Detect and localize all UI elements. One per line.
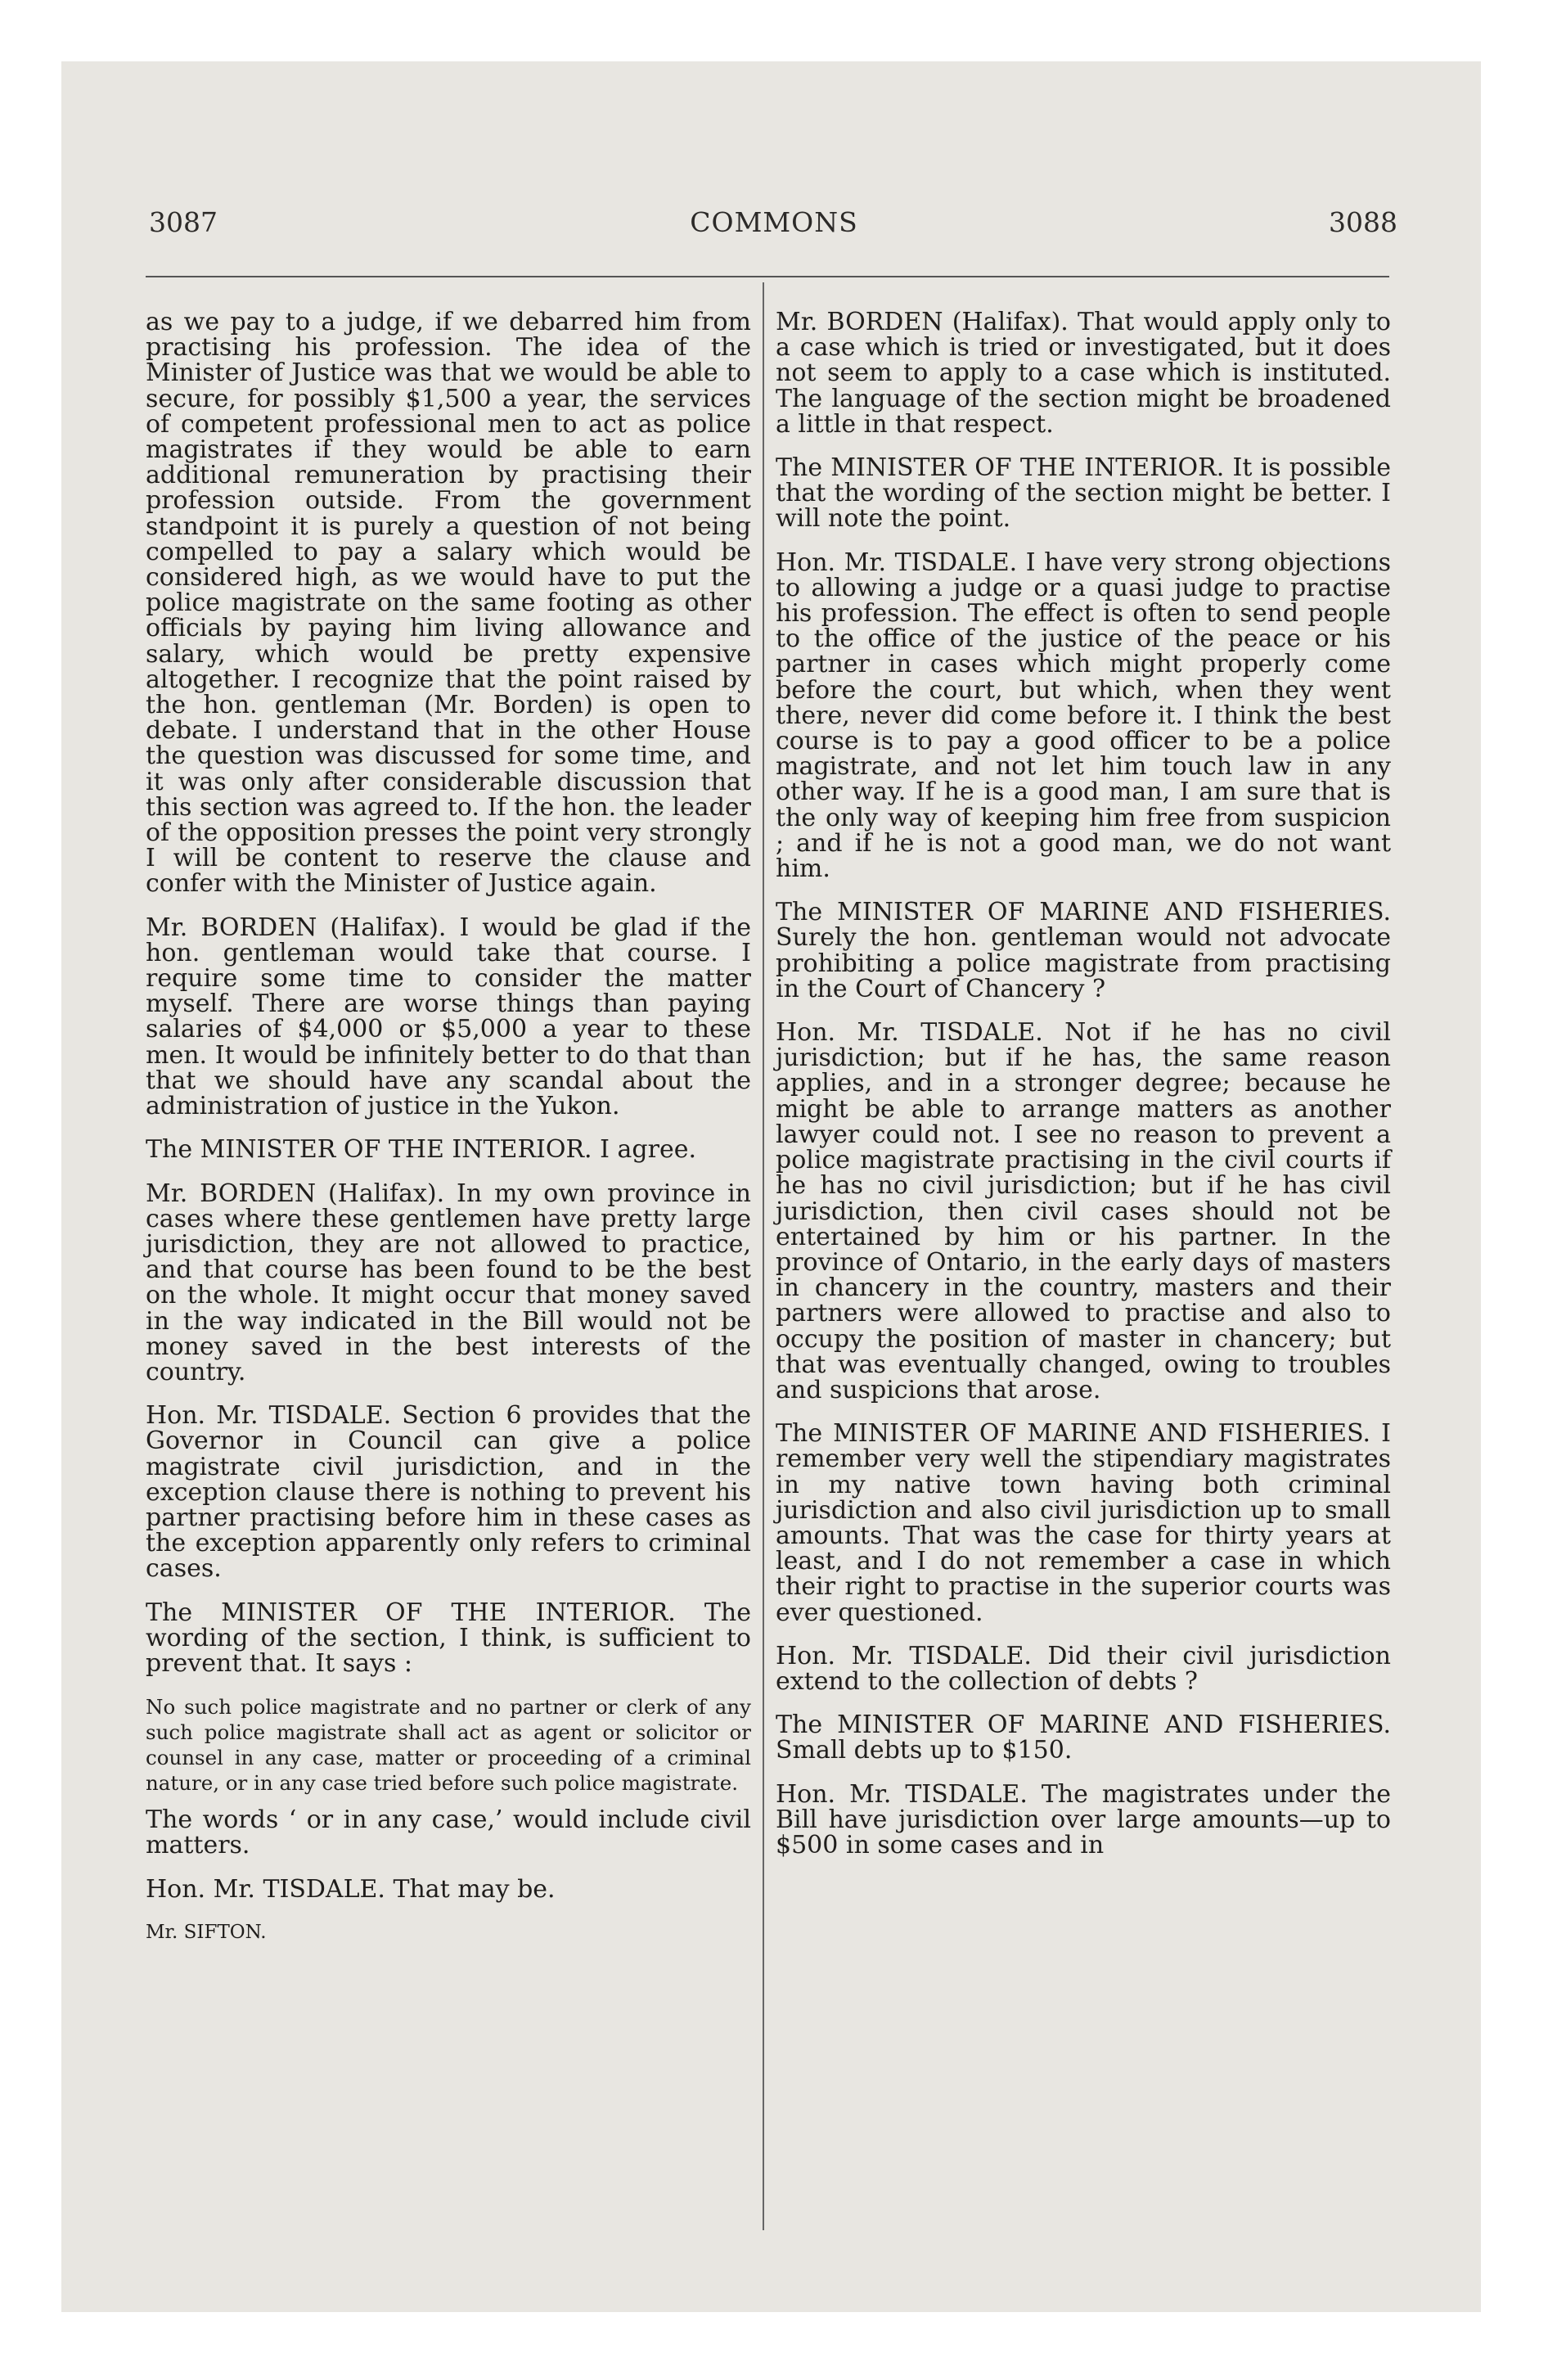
paragraph: The MINISTER OF THE INTERIOR. It is possible that the wording of the section might be better. I will note the point. bbox=[776, 453, 1391, 534]
left-column bbox=[146, 309, 751, 1963]
paragraph: The MINISTER OF THE INTERIOR. I agree. bbox=[146, 1135, 696, 1165]
paragraph: as we pay to a judge, if we debarred him from practising his profession. The idea of the Minister of Justice was that we would be able to secure, for possibly $1,500 a year, the services of competent professional men to act as police magistrates if they would be able to earn additional remuneration by practising their profession outside. From the government standpoint it is purely a question of not being compelled to pay a salary which would be considered high, as we would have to put the police magistrate on the same footing as other officials by paying him living allowance and salary, which would be pretty expensive altogether. I recognize that the point raised by the hon. gentleman (Mr. Borden) is open to debate. I understand that in the other House the question was discussed for some time, and it was only after considerable discussion that this section was agreed to. If the hon. the leader of the opposition presses the point very strongly I will be content to reserve the clause and confer with the Minister of Justice again. bbox=[146, 308, 751, 899]
page-header bbox=[0, 206, 1548, 239]
paragraph: The words ‘ or in any case,’ would include civil matters. bbox=[146, 1805, 751, 1860]
paragraph: Mr. BORDEN (Halifax). In my own province in cases where these gentlemen have pretty large jurisdiction, they are not allowed to practice, and that course has been found to be the best on the whole. It might occur that money saved in the way indicated in the Bill would not be money saved in the best interests of the country. bbox=[146, 1179, 751, 1386]
paragraph: Hon. Mr. TISDALE. Section 6 provides that the Governor in Council can give a police magistrate civil jurisdiction, and in the exception clause there is nothing to prevent his partner practising before him in these cases as the exception apparently only refers to criminal cases. bbox=[146, 1401, 751, 1584]
right-column bbox=[776, 309, 1391, 1876]
paragraph: Hon. Mr. TISDALE. The magistrates under the Bill have jurisdiction over large amounts—up to $500 in some cases and in bbox=[776, 1779, 1391, 1859]
paragraph: The MINISTER OF MARINE AND FISHERIES. I remember very well the stipendiary magistrates in my native town having both criminal jurisdiction and also civil jurisdiction up to small amounts. That was the case for thirty years at least, and I do not remember a case in which their right to practise in the superior courts was ever questioned. bbox=[776, 1419, 1391, 1627]
page-title: COMMONS bbox=[690, 206, 858, 238]
paragraph: Hon. Mr. TISDALE. Not if he has no civil jurisdiction; but if he has, the same reason applies, and in a stronger degree; because he might be able to arrange matters as another lawyer could not. I see no reason to prevent a police magistrate practising in the civil courts if he has no civil jurisdiction; but if he has civil jurisdiction, then civil cases should not be entertained by him or his partner. In the province of Ontario, in the early days of masters in chancery in the country, masters and their partners were allowed to practise and also to occupy the position of master in chancery; but that was eventually changed, owing to troubles and suspicions that arose. bbox=[776, 1018, 1391, 1404]
paragraph: Hon. Mr. TISDALE. Did their civil jurisdiction extend to the collection of debts ? bbox=[776, 1641, 1391, 1696]
page-number-left: 3087 bbox=[149, 206, 218, 238]
paragraph: Hon. Mr. TISDALE. I have very strong objections to allowing a judge or a quasi judge to practise his profession. The effect is often to send people to the office of the justice of the peace or his partner in cases which might properly come before the court, but which, when they went there, never did come before it. I think the best course is to pay a good officer to be a police magistrate, and not let him touch law in any other way. If he is a good man, I am sure that is the only way of keeping him free from suspicion ; and if he is not a good man, we do not want him. bbox=[776, 548, 1391, 884]
speaker-footer: Mr. SIFTON. bbox=[146, 1921, 267, 1943]
page-number-right: 3088 bbox=[1329, 206, 1397, 238]
paragraph: Mr. BORDEN (Halifax). That would apply only to a case which is tried or investigated, but it does not seem to apply to a case which is instituted. The language of the section might be broadened a little in that respect. bbox=[776, 308, 1391, 439]
quoted-section: No such police magistrate and no partner or clerk of any such police magistrate shall act as agent or solicitor or counsel in any case, matter or proceeding of a criminal nature, or in any case tried before such police magistrate. bbox=[146, 1695, 751, 1796]
paragraph: Mr. BORDEN (Halifax). I would be glad if the hon. gentleman would take that course. I require some time to consider the matter myself. There are worse things than paying salaries of $4,000 or $5,000 a year to these men. It would be infinitely better to do that than that we should have any scandal about the administration of justice in the Yukon. bbox=[146, 913, 751, 1121]
paragraph: The MINISTER OF THE INTERIOR. The wording of the section, I think, is sufficient to prevent that. It says : bbox=[146, 1598, 751, 1678]
paragraph: The MINISTER OF MARINE AND FISHERIES. Small debts up to $150. bbox=[776, 1711, 1391, 1765]
paragraph: The MINISTER OF MARINE AND FISHERIES. Surely the hon. gentleman would not advocate prohibiting a police magistrate from practising in the Court of Chancery ? bbox=[776, 898, 1391, 1003]
header-rule bbox=[146, 276, 1389, 277]
paragraph: Hon. Mr. TISDALE. That may be. bbox=[146, 1874, 556, 1904]
column-divider bbox=[763, 282, 764, 2230]
